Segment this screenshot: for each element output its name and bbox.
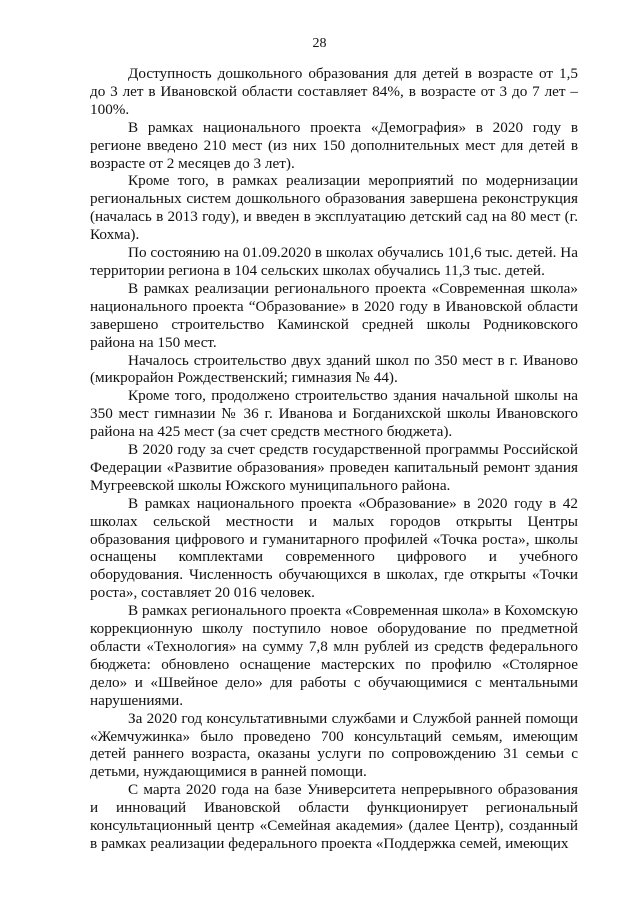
- paragraph-11: За 2020 год консультативными службами и Службой ранней помощи «Жемчужинка» было проведено 700 консультаций семьям, имеющим детей раннего возраста, оказаны услуги по сопровождению 31 семьи с детьми, нуждающимися в ранней помощи.: [90, 709, 578, 781]
- paragraph-9: В рамках национального проекта «Образование» в 2020 году в 42 школах сельской местности и малых городов открыты Центры образования цифрового и гуманитарного профилей «Точка роста», школы оснащены комплектами современного цифрового и учебного оборудования. Численность обучающихся в школах, где открыты «Точки роста», составляет 20 016 человек.: [90, 494, 578, 602]
- paragraph-10: В рамках регионального проекта «Современная школа» в Кохомскую коррекционную школу поступило новое оборудование по предметной области «Технология» на сумму 7,8 млн рублей из средств федерального бюджета: обновлено оснащение мастерских по профилю «Столярное дело» и «Швейное дело» для работы с обучающимися с ментальными нарушениями.: [90, 602, 578, 709]
- paragraph-12: С марта 2020 года на базе Университета непрерывного образования и инноваций Ивановской области функционирует региональный консультационный центр «Семейная академия» (далее Центр), созданный в рамках реализации федерального проекта «Поддержка семей, имеющих: [90, 781, 578, 852]
- paragraph-8: В 2020 году за счет средств государственной программы Российской Федерации «Развитие образования» проведен капитальный ремонт здания Мугреевской школы Южского муниципального района.: [90, 441, 578, 494]
- page-number: 28: [312, 36, 327, 51]
- document-body: [90, 65, 578, 853]
- paragraph-4: По состоянию на 01.09.2020 в школах обучались 101,6 тыс. детей. На территории региона в 104 сельских школах обучались 11,3 тыс. детей.: [90, 244, 578, 279]
- paragraph-3: Кроме того, в рамках реализации мероприятий по модернизации региональных систем дошкольного образования завершена реконструкция (началась в 2013 году), и введен в эксплуатацию детский сад на 80 мест (г. Кохма).: [90, 172, 578, 244]
- paragraph-1: Доступность дошкольного образования для детей в возрасте от 1,5 до 3 лет в Ивановской области составляет 84%, в возрасте от 3 до 7 лет – 100%.: [90, 65, 578, 118]
- paragraph-6: Началось строительство двух зданий школ по 350 мест в г. Иваново (микрорайон Рождественский; гимназия № 44).: [90, 351, 578, 387]
- paragraph-7: Кроме того, продолжено строительство здания начальной школы на 350 мест гимназии № 36 г. Иванова и Богданихской школы Ивановского района на 425 мест (за счет средств местного бюджета).: [90, 387, 578, 441]
- paragraph-2: В рамках национального проекта «Демография» в 2020 году в регионе введено 210 мест (из них 150 дополнительных мест для детей в возрасте от 2 месяцев до 3 лет).: [90, 118, 578, 172]
- paragraph-5: В рамках реализации регионального проекта «Современная школа» национального проекта “Образование» в 2020 году в Ивановской области завершено строительство Каминской средней школы Родниковского района на 150 мест.: [90, 279, 578, 351]
